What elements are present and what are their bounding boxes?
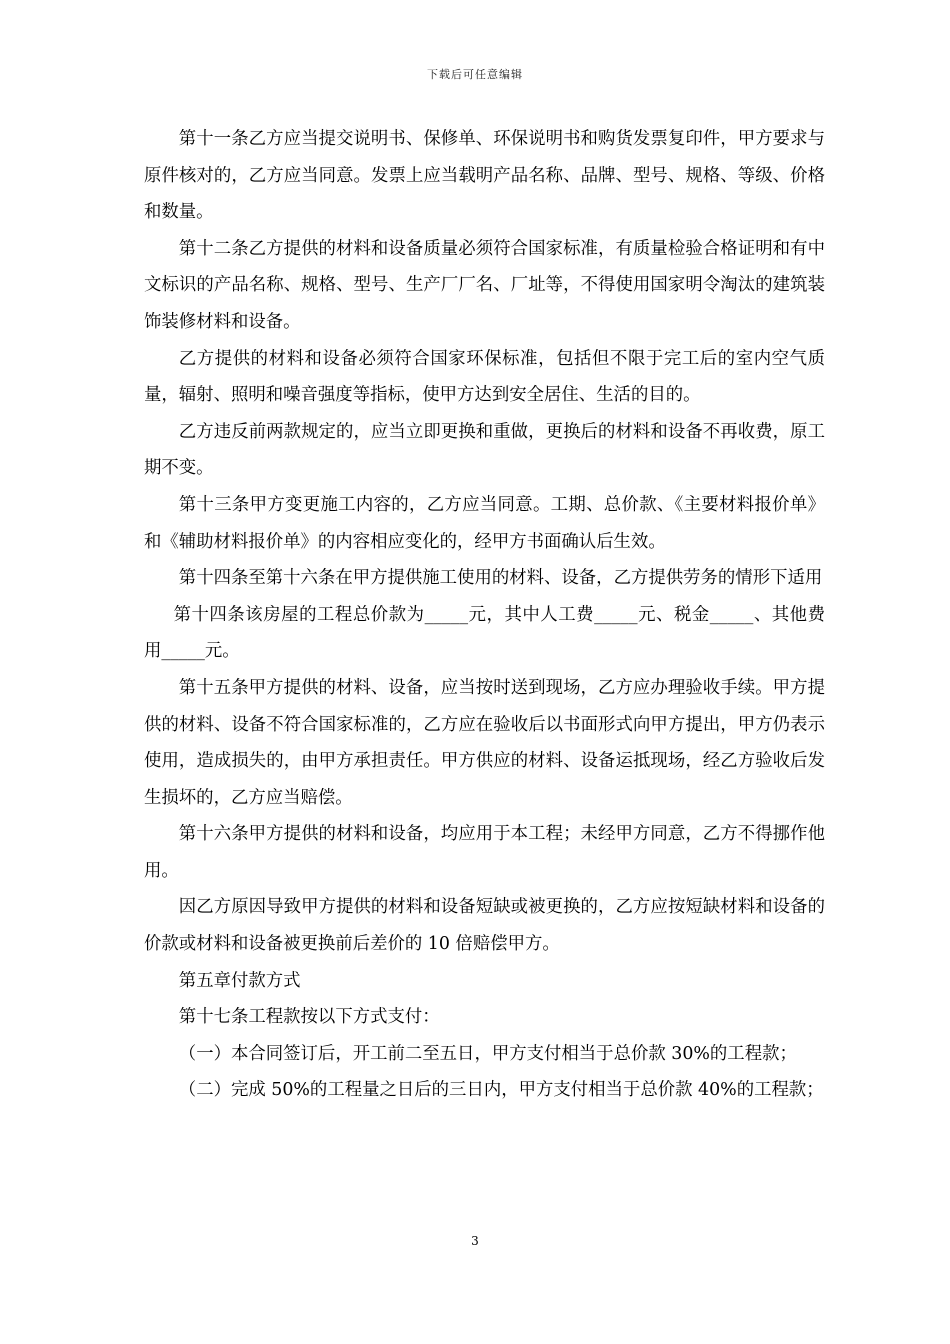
paragraph-articles-14-16-scope: 第十四条至第十六条在甲方提供施工使用的材料、设备，乙方提供劳务的情形下适用 — [178, 568, 823, 589]
paragraph-article-12: 第十二条乙方提供的材料和设备质量必须符合国家标准，有质量检验合格证明和有中文标识的产品名称、规格、型号、生产厂厂名、厂址等，不得使用国家明令淘汰的建筑装饰装修材料和设备。 — [144, 238, 825, 332]
payment-item-2: （二）完成 50%的工程量之日后的三日内，甲方支付相当于总价款 40%的工程款； — [178, 1080, 824, 1101]
page-number: 3 — [471, 1234, 479, 1248]
payment-item-1: （一）本合同签订后，开工前二至五日，甲方支付相当于总价款 30%的工程款； — [178, 1043, 797, 1064]
paragraph-article-17: 第十七条工程款按以下方式支付： — [178, 1007, 440, 1028]
paragraph-environmental-standard: 乙方提供的材料和设备必须符合国家环保标准，包括但不限于完工后的室内空气质量，辐射、照明和噪音强度等指标，使甲方达到安全居住、生活的目的。 — [144, 348, 825, 406]
paragraph-article-11: 第十一条乙方应当提交说明书、保修单、环保说明书和购货发票复印件，甲方要求与原件核对的，乙方应当同意。发票上应当载明产品名称、品牌、型号、规格、等级、价格和数量。 — [144, 129, 825, 223]
paragraph-shortage-compensation: 因乙方原因导致甲方提供的材料和设备短缺或被更换的，乙方应按短缺材料和设备的价款或材料和设备被更换前后差价的 10 倍赔偿甲方。 — [144, 897, 825, 955]
paragraph-article-16: 第十六条甲方提供的材料和设备，均应用于本工程；未经甲方同意，乙方不得挪作他用。 — [144, 824, 825, 881]
document-body — [144, 121, 825, 1109]
paragraph-article-14: 第十四条该房屋的工程总价款为_____元，其中人工费_____元、税金_____、其他费用_____元。 — [144, 604, 825, 662]
page-header: 下载后可任意编辑 — [427, 68, 523, 81]
paragraph-article-13: 第十三条甲方变更施工内容的，乙方应当同意。工期、总价款、《主要材料报价单》和《辅助材料报价单》的内容相应变化的，经甲方书面确认后生效。 — [144, 494, 825, 552]
chapter-5-heading: 第五章付款方式 — [178, 970, 301, 991]
paragraph-article-15: 第十五条甲方提供的材料、设备，应当按时送到现场，乙方应办理验收手续。甲方提供的材料、设备不符合国家标准的，乙方应在验收后以书面形式向甲方提出，甲方仍表示使用，造成损失的，由甲方承担责任。甲方供应的材料、设备运抵现场，经乙方验收后发生损坏的，乙方应当赔偿。 — [144, 677, 825, 808]
paragraph-violation-replacement: 乙方违反前两款规定的，应当立即更换和重做，更换后的材料和设备不再收费，原工期不变。 — [144, 421, 825, 479]
